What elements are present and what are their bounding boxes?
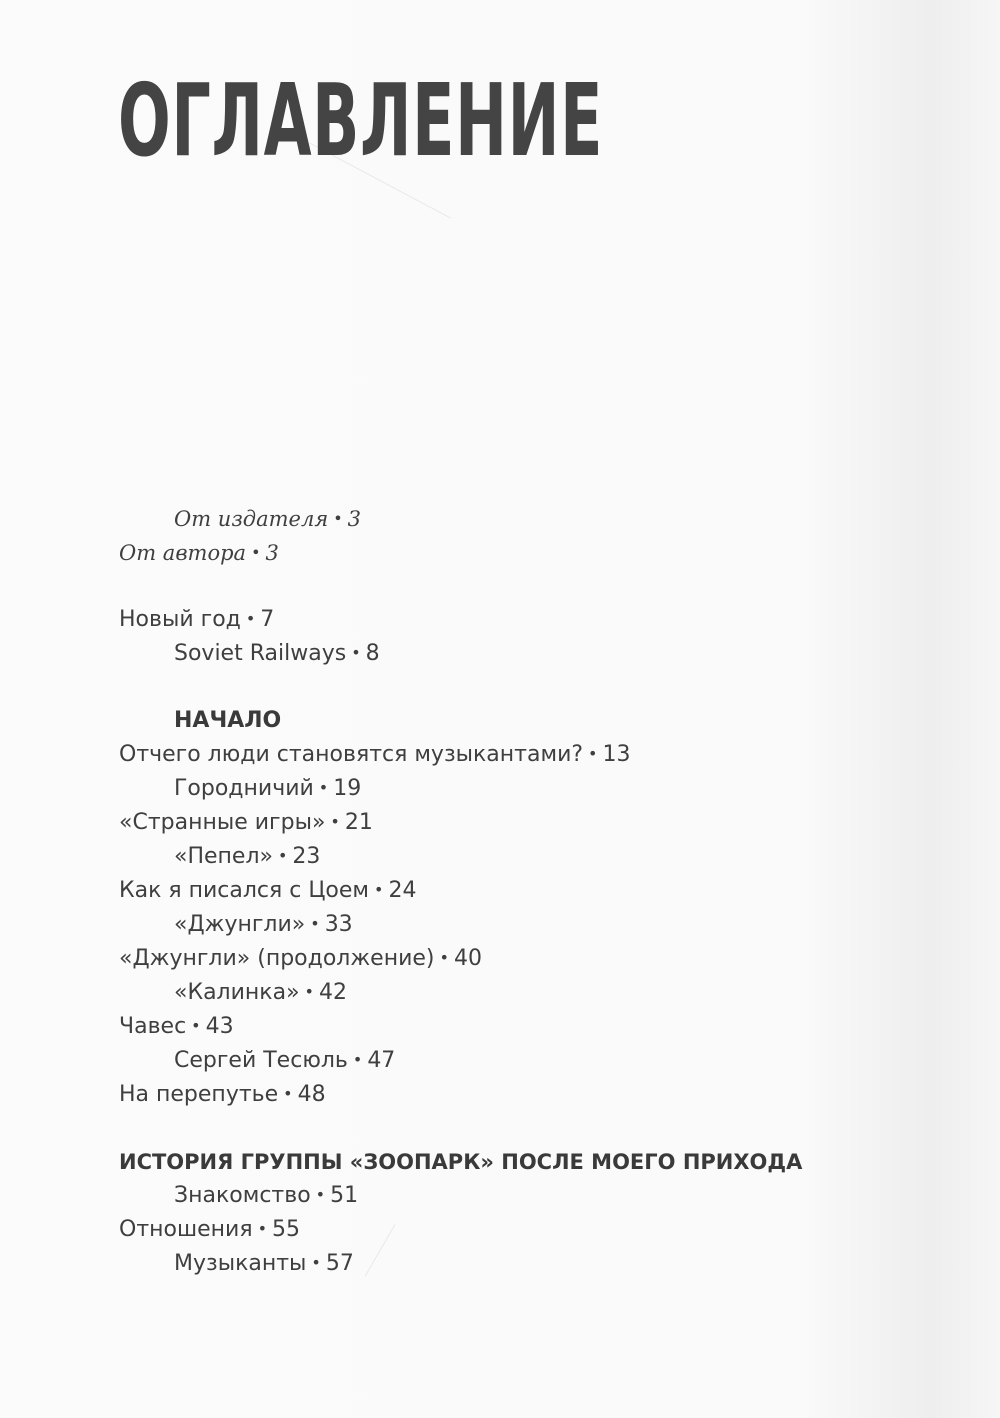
bullet-separator: • — [318, 778, 329, 797]
bullet-separator: • — [311, 1253, 321, 1272]
toc-entry-page: 42 — [318, 980, 347, 1005]
bullet-separator: • — [351, 643, 361, 662]
toc-entry — [119, 877, 416, 906]
toc-entry — [119, 1081, 326, 1110]
toc-entry-title: «Джунгли» (продолжение) — [119, 946, 435, 971]
toc-entry — [119, 945, 482, 974]
toc-entry-page: 47 — [367, 1048, 396, 1073]
bullet-separator: • — [333, 509, 343, 528]
toc-entry-page: 33 — [324, 912, 353, 937]
toc-entry-title: Soviet Railways — [174, 641, 347, 666]
toc-entry-title: Отчего люди становятся музыкантами? — [119, 742, 584, 767]
toc-entry-title: Знакомство — [174, 1183, 311, 1208]
toc-entry — [174, 1182, 358, 1211]
toc-entry-page: 43 — [205, 1014, 234, 1039]
toc-entry-page: 19 — [333, 776, 362, 801]
toc-entry-title: Сергей Тесюль — [174, 1048, 348, 1073]
toc-entry-page: 21 — [344, 810, 373, 835]
section-heading — [174, 707, 281, 735]
toc-entry-title: «Странные игры» — [119, 810, 326, 835]
toc-entry-page: 48 — [297, 1082, 326, 1107]
toc-entry-page: 24 — [388, 878, 417, 903]
toc-entry-page: 3 — [347, 507, 362, 531]
bullet-separator: • — [374, 880, 384, 899]
section-heading — [119, 1148, 802, 1176]
bullet-separator: • — [330, 812, 340, 831]
section-heading-title: ИСТОРИЯ ГРУППЫ «ЗООПАРК» ПОСЛЕ МОЕГО ПРИХОДА — [119, 1150, 803, 1174]
toc-entry — [119, 539, 279, 569]
bullet-separator: • — [588, 744, 598, 763]
bullet-separator: • — [257, 1219, 267, 1238]
toc-entry-page: 55 — [272, 1217, 300, 1242]
toc-entry-page: 40 — [453, 946, 482, 971]
toc-entry — [119, 809, 373, 838]
toc-entry-page: 51 — [330, 1183, 359, 1208]
toc-entry-page: 3 — [265, 541, 279, 565]
toc-entry — [174, 640, 380, 669]
bullet-separator: • — [191, 1016, 201, 1035]
bullet-separator: • — [439, 948, 449, 967]
toc-entry-title: «Джунгли» — [174, 912, 306, 937]
bullet-separator: • — [251, 543, 261, 562]
bullet-separator: • — [310, 914, 320, 933]
toc-entry-page: 13 — [602, 742, 631, 767]
paper-mark — [365, 1224, 396, 1276]
toc-entry-title: Как я писался с Цоем — [119, 878, 370, 903]
bullet-separator: • — [304, 982, 314, 1001]
toc-entry-title: Новый год — [119, 607, 241, 632]
toc-entry — [174, 505, 361, 535]
toc-entry-page: 57 — [325, 1251, 354, 1276]
toc-entry — [119, 1216, 300, 1245]
bullet-separator: • — [283, 1084, 293, 1103]
toc-entry-title: От издателя — [174, 507, 329, 531]
toc-entry-title: «Пепел» — [174, 844, 273, 869]
toc-entry — [174, 775, 361, 804]
toc-entry-title: Чавес — [119, 1014, 187, 1039]
bullet-separator: • — [245, 609, 256, 628]
toc-entry — [119, 741, 630, 770]
toc-entry — [174, 911, 353, 940]
section-heading-title: НАЧАЛО — [174, 708, 282, 733]
toc-entry-title: Отношения — [119, 1217, 253, 1242]
toc-entry-page: 23 — [292, 844, 321, 869]
toc-entry — [119, 1013, 234, 1042]
page-title: ОГЛАВЛЕНИЕ — [118, 62, 604, 179]
bullet-separator: • — [277, 846, 288, 865]
toc-entry-page: 7 — [260, 607, 275, 632]
toc-entry — [174, 1250, 354, 1279]
toc-entry-title: «Калинка» — [174, 980, 300, 1005]
toc-entry — [174, 843, 320, 872]
toc-entry — [119, 606, 274, 635]
toc-entry-title: Музыканты — [174, 1251, 307, 1276]
toc-entry — [174, 1047, 395, 1076]
toc-entry-title: Городничий — [174, 776, 314, 801]
toc-entry-title: От автора — [119, 541, 247, 565]
bullet-separator: • — [352, 1050, 363, 1069]
bullet-separator: • — [315, 1185, 326, 1204]
toc-entry-title: На перепутье — [119, 1082, 279, 1107]
toc-entry — [174, 979, 347, 1008]
toc-entry-page: 8 — [365, 641, 380, 666]
